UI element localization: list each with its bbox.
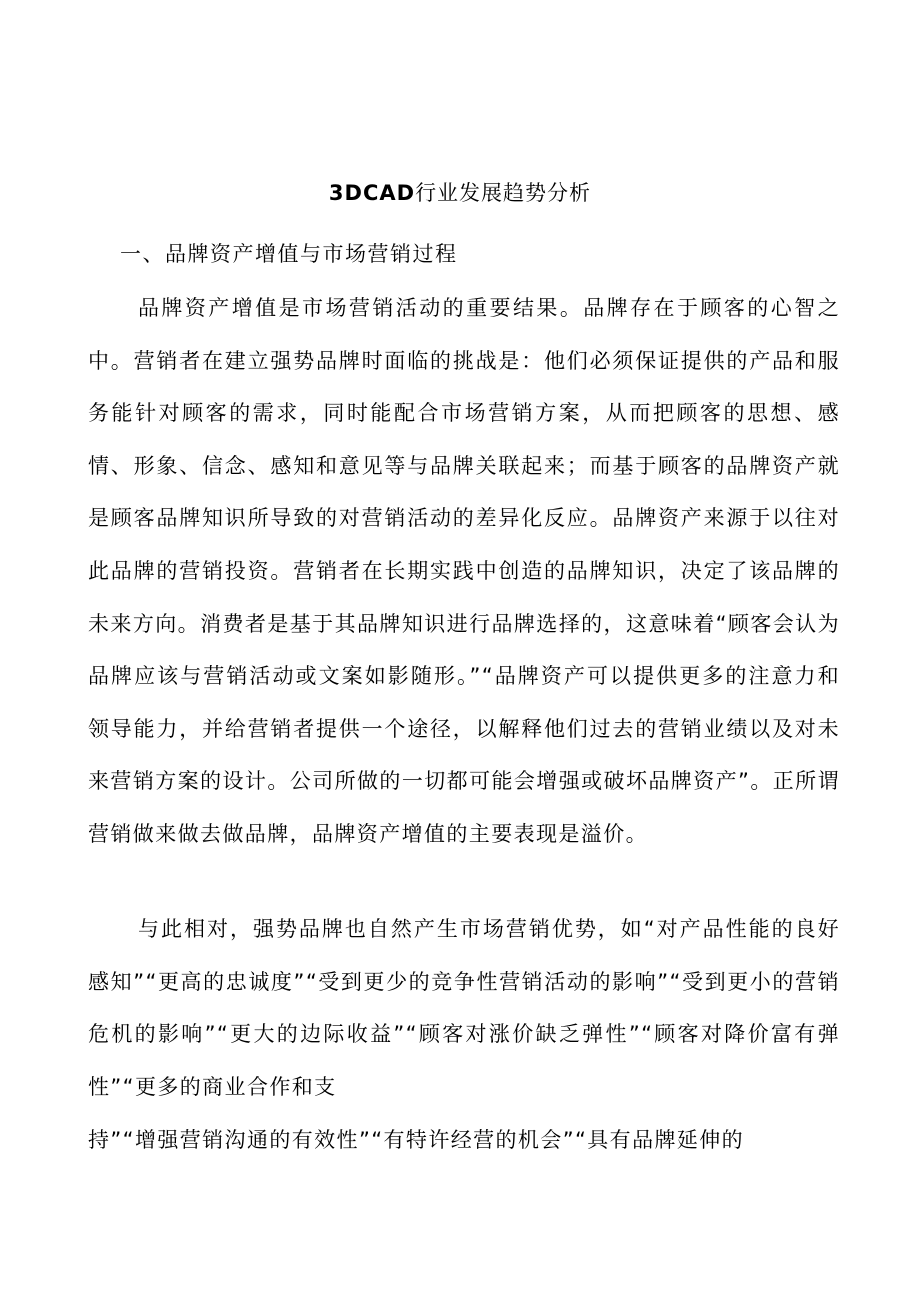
body-paragraph-2-continuation: 持”“增强营销沟通的有效性”“有特许经营的机会”“具有品牌延伸的 (88, 1128, 745, 1152)
document-title (0, 176, 920, 210)
document-title-cjk: 行业发展趋势分析 (415, 181, 592, 205)
body-paragraph-2: 与此相对，强势品牌也自然产生市场营销优势，如“对产品性能的良好感知”“更高的忠诚度”“受到更少的竞争性营销活动的影响”“受到更小的营销危机的影响”“更大的边际收益”“顾客对涨价缺乏弹性”“顾客对降价富有弹性”“更多的商业合作和支 (88, 917, 840, 1099)
document-title-latin: 3DCAD (328, 181, 416, 205)
body-paragraph-1: 品牌资产增值是市场营销活动的重要结果。品牌存在于顾客的心智之中。营销者在建立强势品牌时面临的挑战是：他们必须保证提供的产品和服务能针对顾客的需求，同时能配合市场营销方案，从而把顾客的思想、感情、形象、信念、感知和意见等与品牌关联起来；而基于顾客的品牌资产就是顾客品牌知识所导致的对营销活动的差异化反应。品牌资产来源于以往对此品牌的营销投资。营销者在长期实践中创造的品牌知识，决定了该品牌的未来方向。消费者是基于其品牌知识进行品牌选择的，这意味着“顾客会认为品牌应该与营销活动或文案如影随形。”“品牌资产可以提供更多的注意力和领导能力，并给营销者提供一个途径，以解释他们过去的营销业绩以及对未来营销方案的设计。公司所做的一切都可能会增强或破坏品牌资产”。正所谓营销做来做去做品牌，品牌资产增值的主要表现是溢价。 (88, 296, 840, 846)
section-heading: 一、品牌资产增值与市场营销过程 (120, 242, 458, 266)
